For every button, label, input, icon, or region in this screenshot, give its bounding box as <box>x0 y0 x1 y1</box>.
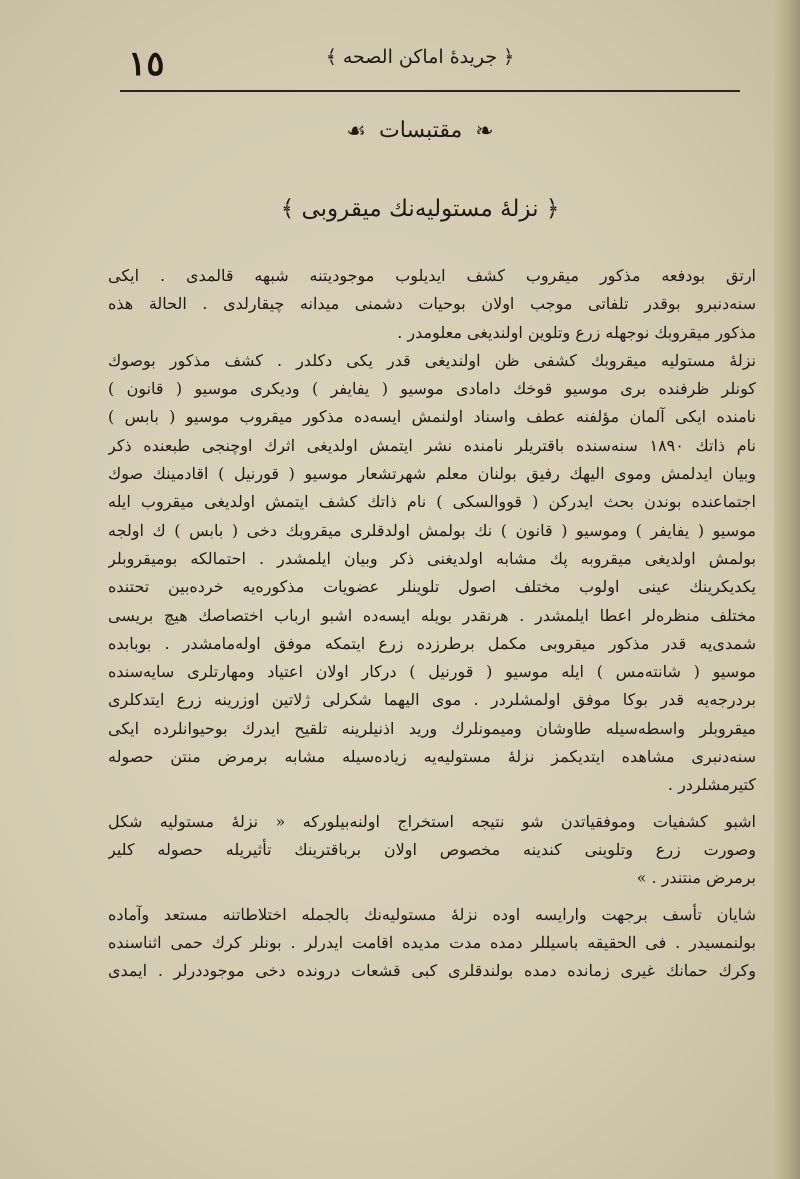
body-line: نزلهٔ مستولیه میقروبك کشفی ظن اولندیغی قدر یکی دکلدر . کشف مذکور بوصوك <box>108 350 756 370</box>
body-line: موسیو ( شانته‌مس ) ایله موسیو ( قورنیل ) درکار اولان اعتیاد ومهارتلری سایه‌سنده <box>108 662 756 682</box>
body-line: وکرك حمانك غیری زمانده دمده بولندقلری کبی قشعات درونده دخی موجوددرلر . ایمدی <box>108 961 756 981</box>
body-line: شمدی‌یه قدر مذکور میقروبی مکمل برطرزده زرع ایتمکه موفق اوله‌مامشدر . بوبابده <box>108 633 756 653</box>
section-heading <box>260 118 580 144</box>
article-body <box>108 262 756 985</box>
body-line: برمرض منتندر . » <box>636 868 756 888</box>
header-divider <box>120 90 740 92</box>
ornament-icon: ❧ <box>475 118 494 144</box>
body-line: نامنده ایکی آلمان مؤلفنه عطف واسناد اولنمش ایسه‌ده مذکور میقروب موسیو ( بابس ) <box>108 407 756 427</box>
body-line: نام ذاتك ١٨٩٠ سنه‌سنده باقتریلر نامنده نشر ایتمش اولدیغی اثرك اوچنجی طبعنده ذکر <box>108 435 756 455</box>
body-line: وصورت زرع وتلوینی کندینه مخصوص اولان برباقترینك تأثیریله حصوله کلیر <box>108 839 756 859</box>
body-line: شایان تأسف برجهت وارایسه اوده نزلهٔ مستولیه‌نك بالجمله اختلاطاتنه مستعد وآماده <box>108 904 756 924</box>
body-line: سنه‌دنبرو بوقدر تلفاتی موجب اولان بوحیات دشمنی میدانه چیقارلدی . الحالة هذه <box>108 294 756 314</box>
page-edge-shadow <box>774 0 800 1179</box>
article-title: ﴿ نزلهٔ مستولیه‌نك میقروبی ﴾ <box>280 196 560 222</box>
body-line: اشبو کشفیات وموفقیاتدن شو نتیجه استخراج اولنه‌بیلورکه « نزلهٔ مستولیه شکل <box>108 811 756 831</box>
body-line: کتیرمشلردر . <box>667 775 756 795</box>
body-line: موسیو ( یفایفر ) وموسیو ( قانون ) نك بولمش اولدقلری میقروبك دخی ( بابس ) ك اولجه <box>108 520 756 540</box>
body-line: یکدیکرینك عینی اولوب مختلف اصول تلوینلر عضویات مذکوره‌یه خرده‌بین تحتنده <box>108 577 756 597</box>
body-line: سنه‌دنبری مشاهده ایتدیکمز نزلهٔ مستولیه‌یه زیاده‌سیله مشابه برمرض منتن حصوله <box>108 747 756 767</box>
body-line: بولنمسیدر . فی الحقیقه باسیللر دمده مدت مدیده اقامت ایدرلر . بونلر کرك حمی اثناسنده <box>108 932 756 952</box>
body-line: مذکور میقروبك نوجهله زرع وتلوین اولندیغی معلومدر . <box>397 322 756 342</box>
page-number: ١٥ <box>128 44 165 84</box>
body-line: بردرجه‌یه قدر بوکا موفق اولمشلردر . موی الیهما شکرلی ژلاتین اوزرینه زرع ایتدکلری <box>108 690 756 710</box>
paragraph-gap <box>108 800 756 808</box>
body-line: اجتماعنده بوندن بحث ایدرکن ( قووالسکی ) نام ذاتك کشف ایتمش اولدیغی میقروب ایله <box>108 492 756 512</box>
body-line: مختلف منظره‌لر اعطا ایلمشدر . هرنقدر بویله ایسه‌ده اشبو ارباب اختصاصك هیچ بریسی <box>108 605 756 625</box>
ornament-icon: ☙ <box>346 118 367 144</box>
body-line: ارتق بودفعه مذکور میقروب کشف ایدیلوب موجودیتنه شبهه قالمدی . ایکی <box>108 266 756 285</box>
body-line: کونلر ظرفنده بری موسیو قوخك دامادی موسیو ( یفایفر ) ودیکری موسیو ( قانون ) <box>108 379 756 399</box>
body-line: وبیان ایدلمش وموی الیهك رفیق بولنان معلم شهرتشعار موسیو ( قورنیل ) اقادمینك صوك <box>108 464 756 484</box>
body-line: بولمش اولدیغی میقروبه پك مشابه اولدیغنی ذکر وبیان ایلمشدر . احتمالکه بومیقروبلر <box>108 548 756 568</box>
section-title: مقتبسات <box>379 118 463 143</box>
paragraph-gap <box>108 893 756 901</box>
running-header: ﴿ جریدهٔ اماکن الصحه ﴾ <box>325 46 515 68</box>
body-line: میقروبلر واسطه‌سیله طاوشان ومیمونلرك ورید اذنیلرینه تلقیح ایدرك بوحیوانلرده ایکی <box>108 718 756 738</box>
